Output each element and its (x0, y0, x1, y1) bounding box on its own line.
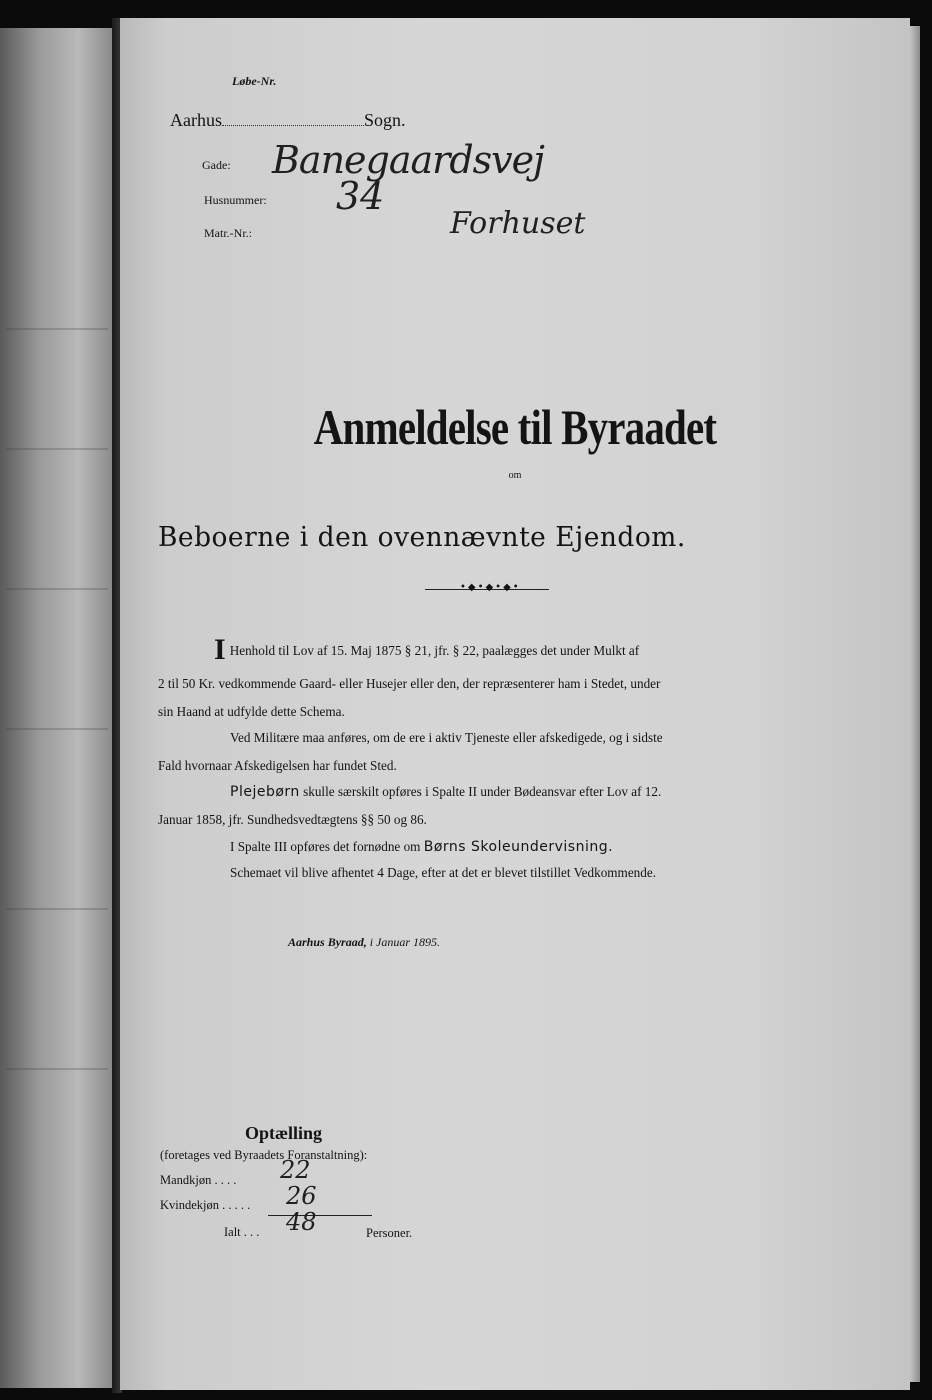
paragraph-2-line-2: Fald hvornaar Afskedigelsen har fundet Sted. (158, 758, 397, 773)
paragraph-5: Schemaet vil blive afhentet 4 Dage, efter at det er blevet tilstillet Vedkommende. (230, 865, 657, 880)
mandkjon-label: Mandkjøn . . . . (160, 1173, 237, 1187)
gade-value: Banegaardsvej (272, 138, 544, 182)
ornament-dots-icon: •◆•◆•◆• (460, 582, 521, 593)
gade-label: Gade: (202, 158, 231, 172)
count-title: Optælling (245, 1123, 323, 1143)
paragraph-4 (230, 833, 613, 861)
husnummer-label: Husnummer: (204, 193, 267, 207)
p1-line1-text: Henhold til Lov af 15. Maj 1875 § 21, jfr. § 22, paalægges det under Mulkt af (229, 643, 640, 658)
p3-line1-rest: skulle særskilt opføres i Spalte II under Bødeansvar efter Lov af 12. (303, 784, 662, 799)
city-dotted-line (222, 125, 364, 126)
ialt-label: Ialt . . . (224, 1225, 260, 1239)
document-page (120, 18, 910, 1390)
matr-value: Forhuset (450, 206, 586, 241)
matr-label: Matr.-Nr.: (204, 226, 252, 240)
signature (288, 935, 440, 950)
drop-cap: I (214, 633, 226, 666)
p4-start: I Spalte III opføres det fornødne om (230, 839, 421, 854)
city-field-row (170, 110, 406, 131)
paragraph-3-line-1 (230, 778, 661, 806)
signature-date: i Januar 1895. (369, 935, 441, 949)
kvindekjon-value: 26 (286, 1182, 317, 1210)
plejeborn-word: Plejebørn (230, 784, 300, 800)
paragraph-3-line-2: Januar 1858, jfr. Sundhedsvedtægtens §§ 50 og 86. (158, 812, 427, 827)
sogn-label: Sogn. (364, 110, 406, 130)
om-text: om (508, 470, 522, 481)
document-title: Anmeldelse til Byraadet (313, 399, 717, 455)
ialt-value: 48 (286, 1208, 317, 1236)
skoleundervisning-word: Børns Skoleundervisning. (423, 839, 614, 855)
paragraph-1-line-3: sin Haand at udfylde dette Schema. (158, 704, 345, 719)
paragraph-1-line-1 (214, 632, 639, 664)
lobe-nr-label: Løbe-Nr. (232, 74, 277, 88)
paragraph-1-line-2: 2 til 50 Kr. vedkommende Gaard- eller Husejer eller den, der repræsenterer ham i Stedet, under (158, 676, 661, 691)
left-page-edge (0, 28, 112, 1388)
sum-rule (268, 1215, 372, 1216)
husnummer-value: 34 (336, 174, 385, 218)
kvindekjon-label: Kvindekjøn . . . . . (160, 1198, 251, 1212)
paragraph-2-line-1: Ved Militære maa anføres, om de ere i aktiv Tjeneste eller afskedigede, og i sidste (230, 730, 663, 745)
mandkjon-value: 22 (280, 1156, 311, 1184)
persons-label: Personer. (366, 1226, 413, 1240)
document-subtitle: Beboerne i den ovennævnte Ejendom. (158, 522, 686, 553)
city-label: Aarhus (170, 110, 222, 130)
signature-org: Aarhus Byraad, (288, 935, 367, 949)
count-subtitle: (foretages ved Byraadets Foranstaltning): (160, 1148, 368, 1162)
